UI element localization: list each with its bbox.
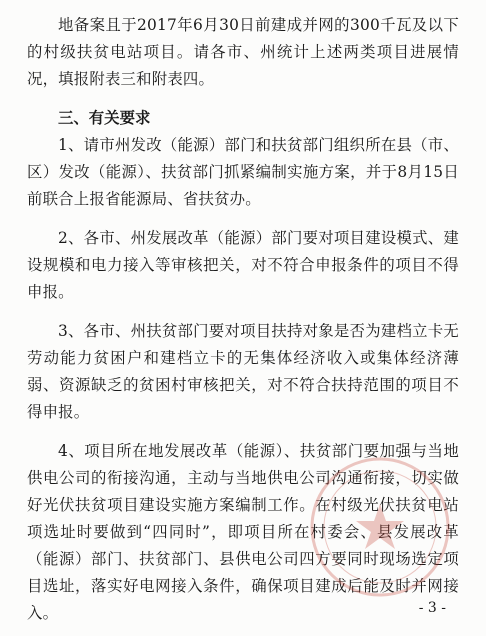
intro-paragraph: 地备案且于2017年6月30日前建成并网的300千瓦及以下的村级扶贫电站项目。请各市、州统计上述两类项目进展情况，填报附表三和附表四。 (27, 16, 459, 88)
requirement-item-1: 1、请市州发改（能源）部门和扶贫部门组织所在县（市、区）发改（能源）、扶贫部门抓紧编制实施方案，并于8月15日前联合上报省能源局、省扶贫办。 (27, 136, 459, 208)
requirement-item-3: 3、各市、州扶贫部门要对项目扶持对象是否为建档立卡无劳动能力贫困户和建档立卡的无集体经济收入或集体经济薄弱、资源缺乏的贫困村审核把关，对不符合扶持范围的项目不得申报。 (27, 322, 459, 421)
section-heading: 三、有关要求 (58, 109, 151, 127)
requirement-item-4: 4、项目所在地发展改革（能源）、扶贫部门要加强与当地供电公司的衔接沟通，主动与当地供电公司沟通衔接，切实做好光伏扶贫项目建设实施方案编制工作。在村级光伏扶贫电站项选址时要做到“四同时”，即项目所在村委会、县发展改革（能源）部门、扶贫部门、县供电公司四方要同时现场选定项目选址，落实好电网接入条件，确保项目建成后能及时并网接入。 (27, 442, 459, 622)
page-number: - 3 - (418, 600, 446, 616)
document-body (27, 12, 459, 627)
requirement-item-2: 2、各市、州发展改革（能源）部门要对项目建设模式、建设规模和电力接入等审核把关，对不符合申报条件的项目不得申报。 (27, 229, 459, 301)
